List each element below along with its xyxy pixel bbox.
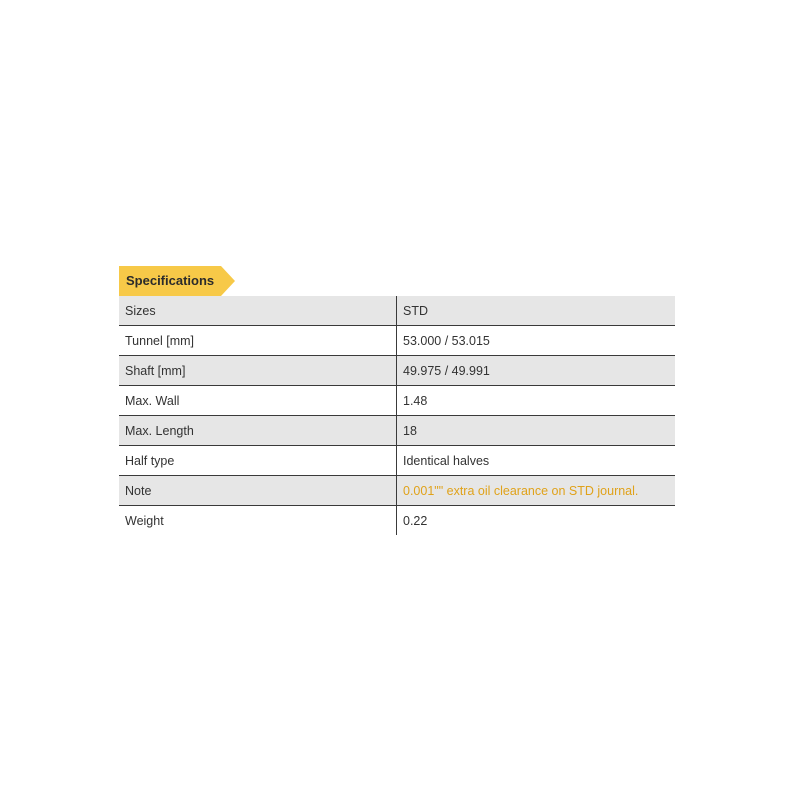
row-value: 1.48 [397,386,676,416]
row-label: Sizes [119,296,397,326]
row-label: Weight [119,506,397,536]
row-label: Shaft [mm] [119,356,397,386]
table-row-sizes [119,296,675,326]
row-value: 49.975 / 49.991 [397,356,676,386]
row-value: 53.000 / 53.015 [397,326,676,356]
specifications-table [119,296,675,535]
table-row-weight [119,506,675,536]
row-label: Half type [119,446,397,476]
row-label: Max. Wall [119,386,397,416]
row-label: Note [119,476,397,506]
specifications-title: Specifications [126,273,215,288]
row-value: Identical halves [397,446,676,476]
row-value: STD [397,296,676,326]
row-label: Tunnel [mm] [119,326,397,356]
row-value: 18 [397,416,676,446]
specifications-panel [119,266,675,535]
table-row-shaft [119,356,675,386]
specifications-tab [119,266,235,296]
table-row-half-type [119,446,675,476]
note-value: 0.001"" extra oil clearance on STD journal. [397,476,676,506]
table-row-max-length [119,416,675,446]
table-row-tunnel [119,326,675,356]
table-row-max-wall [119,386,675,416]
row-label: Max. Length [119,416,397,446]
table-row-note [119,476,675,506]
row-value: 0.22 [403,513,428,528]
